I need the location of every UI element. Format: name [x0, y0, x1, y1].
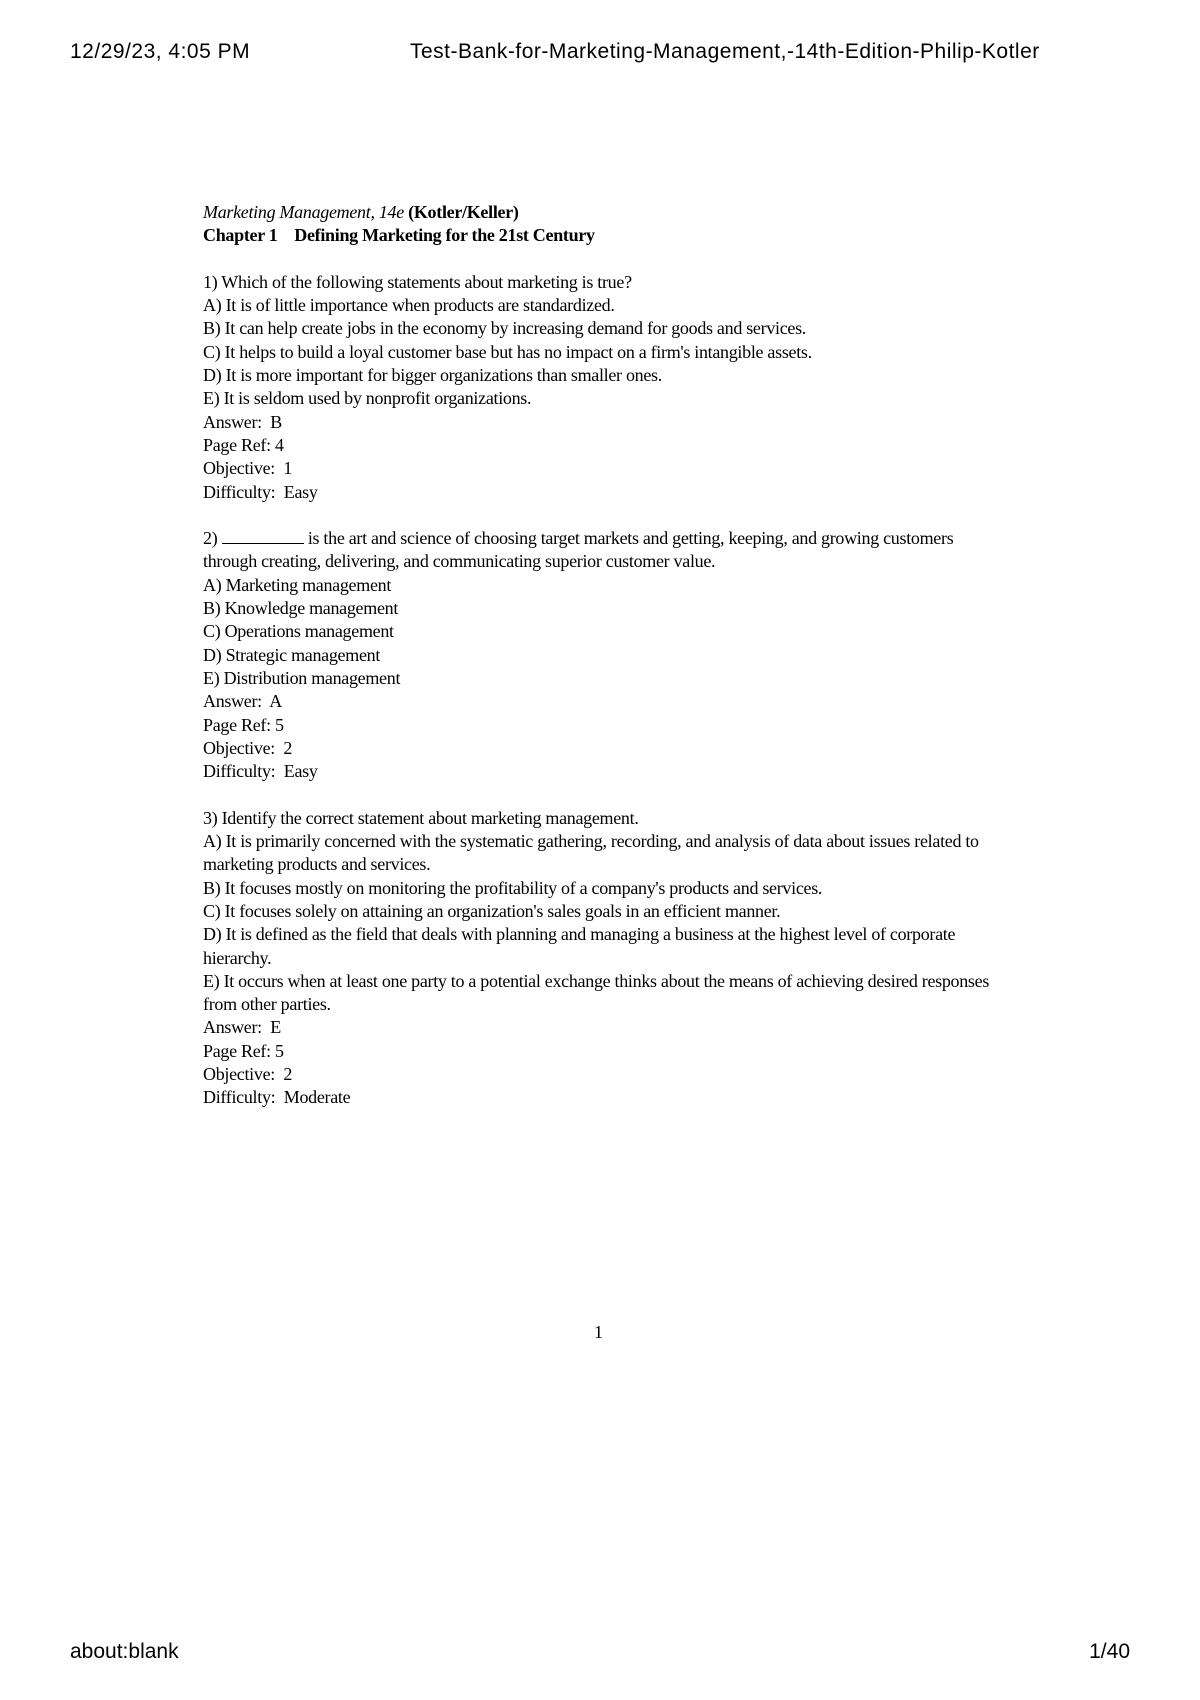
- fill-in-blank: [222, 529, 304, 544]
- answer-option: D) It is defined as the field that deals with planning and managing a business at the highest level of corporate hierarchy.: [203, 924, 956, 968]
- print-date: 12/29/23, 4:05 PM: [70, 40, 251, 63]
- question-1: [203, 271, 1003, 504]
- print-page-count: 1/40: [1089, 1640, 1130, 1663]
- difficulty: Difficulty: Moderate: [203, 1087, 351, 1108]
- answer-option: D) Strategic management: [203, 644, 381, 665]
- answer-option: E) It occurs when at least one party to a potential exchange thinks about the means of achieving desired responses from other parties.: [203, 970, 990, 1015]
- question-stem: 1) Which of the following statements about marketing is true?: [203, 271, 632, 292]
- question-3: [203, 807, 1003, 1110]
- print-footer: [0, 1640, 1200, 1670]
- answer-key: Answer: E: [203, 1017, 281, 1038]
- answer-option: D) It is more important for bigger organizations than smaller ones.: [203, 365, 662, 386]
- answer-option: C) It helps to build a loyal customer base but has no impact on a firm's intangible assets.: [203, 341, 812, 362]
- question-2: [203, 527, 1003, 783]
- page-ref: Page Ref: 4: [203, 434, 284, 455]
- question-number: 2): [203, 528, 218, 549]
- difficulty: Difficulty: Easy: [203, 481, 318, 502]
- chapter-title: Chapter 1 Defining Marketing for the 21st Century: [203, 225, 595, 246]
- answer-option: B) It can help create jobs in the economy by increasing demand for goods and services.: [203, 318, 806, 339]
- book-title-line: [203, 201, 1003, 224]
- objective: Objective: 2: [203, 737, 293, 758]
- answer-option: B) It focuses mostly on monitoring the profitability of a company's products and services.: [203, 877, 823, 898]
- print-document-title: Test-Bank-for-Marketing-Management,-14th-Edition-Philip-Kotler: [410, 40, 1040, 63]
- page-ref: Page Ref: 5: [203, 714, 284, 735]
- answer-option: B) Knowledge management: [203, 598, 399, 619]
- objective: Objective: 1: [203, 458, 293, 479]
- print-header: [0, 40, 1200, 70]
- page-number: 1: [594, 1322, 603, 1342]
- answer-option: E) Distribution management: [203, 667, 401, 688]
- document-body: [203, 201, 1003, 1110]
- answer-option: A) Marketing management: [203, 574, 392, 595]
- question-stem: 3) Identify the correct statement about marketing management.: [203, 807, 639, 828]
- question-stem-text: is the art and science of choosing target markets and getting, keeping, and growing customers through creating, delivering, and communicating superior customer value.: [203, 528, 954, 572]
- book-title: Marketing Management, 14e: [203, 202, 404, 222]
- page-ref: Page Ref: 5: [203, 1040, 284, 1061]
- answer-option: A) It is of little importance when products are standardized.: [203, 295, 615, 316]
- difficulty: Difficulty: Easy: [203, 761, 318, 782]
- answer-option: E) It is seldom used by nonprofit organizations.: [203, 388, 532, 409]
- book-authors: (Kotler/Keller): [408, 202, 519, 222]
- answer-option: C) Operations management: [203, 621, 394, 642]
- answer-option: A) It is primarily concerned with the systematic gathering, recording, and analysis of data about issues related to marketing products and services.: [203, 831, 979, 875]
- objective: Objective: 2: [203, 1063, 293, 1084]
- question-stem: [203, 527, 1003, 574]
- print-url: about:blank: [70, 1640, 179, 1663]
- answer-option: C) It focuses solely on attaining an organization's sales goals in an efficient manner.: [203, 900, 781, 921]
- answer-key: Answer: A: [203, 691, 282, 712]
- answer-key: Answer: B: [203, 411, 282, 432]
